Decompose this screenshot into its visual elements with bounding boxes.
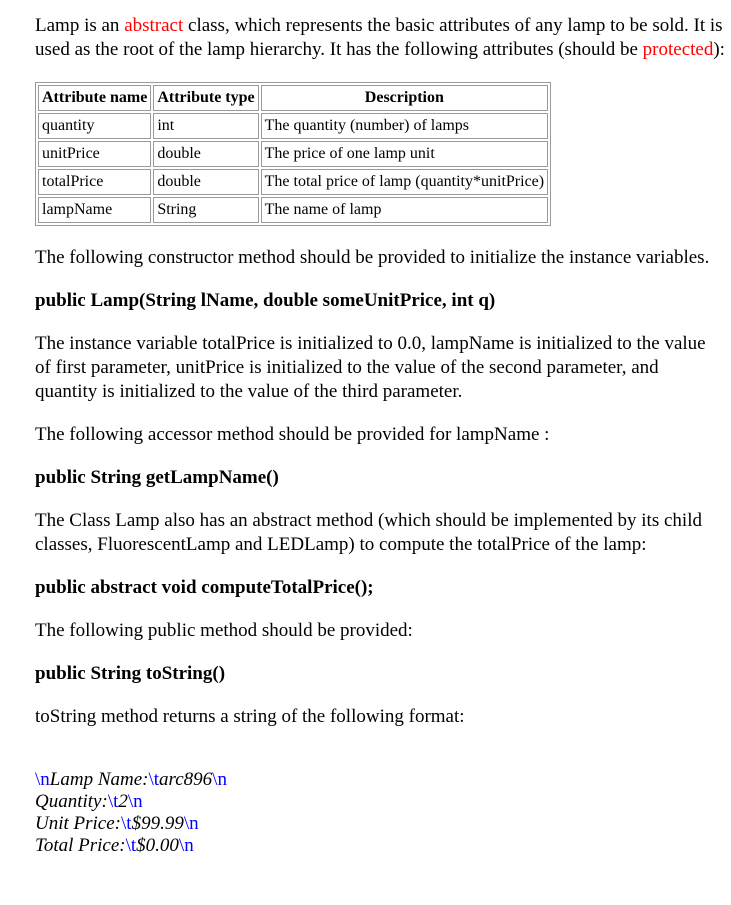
output-line-total-price xyxy=(35,835,725,857)
attributes-table xyxy=(35,82,551,226)
newline-escape: \n xyxy=(127,791,143,812)
protected-keyword: protected xyxy=(642,39,714,60)
output-label: Lamp Name: xyxy=(49,769,149,790)
tostring-output-example xyxy=(35,769,725,857)
tab-escape: \t xyxy=(107,791,119,812)
cell-type: double xyxy=(153,141,258,167)
intro-text-2: class, which represents the basic attributes of any lamp to be sold. It is used as the root of the lamp hierarchy. It has the following attributes (should be xyxy=(35,15,723,60)
header-attribute-type: Attribute type xyxy=(153,85,258,111)
output-value: $99.99 xyxy=(131,813,184,834)
cell-description: The quantity (number) of lamps xyxy=(261,113,548,139)
cell-type: int xyxy=(153,113,258,139)
output-line-unit-price xyxy=(35,813,725,835)
public-method-paragraph: The following public method should be provided: xyxy=(35,620,413,641)
constructor-paragraph: The following constructor method should be provided to initialize the instance variables. xyxy=(35,247,710,268)
cell-description: The name of lamp xyxy=(261,197,548,223)
output-line-lamp-name xyxy=(35,769,725,791)
cell-name: unitPrice xyxy=(38,141,151,167)
tab-escape: \t xyxy=(121,813,132,834)
tab-escape: \t xyxy=(148,769,160,790)
abstract-method-paragraph: The Class Lamp also has an abstract method (which should be implemented by its child classes, FluorescentLamp and LEDLamp) to compute the totalPrice of the lamp: xyxy=(35,510,702,555)
tostring-signature: public String toString() xyxy=(35,663,226,684)
cell-name: quantity xyxy=(38,113,151,139)
table-row xyxy=(38,113,548,139)
init-paragraph: The instance variable totalPrice is initialized to 0.0, lampName is initialized to the value of first parameter, unitPrice is initialized to the value of the second parameter, and quantity is initialized to the value of the third parameter. xyxy=(35,333,706,402)
table-header-row xyxy=(38,85,548,111)
output-label: Quantity: xyxy=(35,791,108,812)
abstract-keyword: abstract xyxy=(124,15,184,36)
newline-escape: \n xyxy=(178,835,194,856)
header-attribute-name: Attribute name xyxy=(38,85,151,111)
intro-text-3: ): xyxy=(713,39,725,60)
newline-escape: \n xyxy=(183,813,199,834)
intro-text-1: Lamp is an xyxy=(35,15,125,36)
abstract-method-signature: public abstract void computeTotalPrice(); xyxy=(35,577,374,598)
cell-type: String xyxy=(153,197,258,223)
accessor-signature: public String getLampName() xyxy=(35,467,279,488)
constructor-signature: public Lamp(String lName, double someUnitPrice, int q) xyxy=(35,290,496,311)
output-value: $0.00 xyxy=(136,835,179,856)
output-value: arc896 xyxy=(159,769,213,790)
cell-description: The price of one lamp unit xyxy=(261,141,548,167)
header-description: Description xyxy=(261,85,548,111)
format-paragraph: toString method returns a string of the following format: xyxy=(35,706,465,727)
cell-type: double xyxy=(153,169,258,195)
cell-name: lampName xyxy=(38,197,151,223)
output-label: Unit Price: xyxy=(35,813,122,834)
newline-escape: \n xyxy=(35,769,50,790)
intro-paragraph xyxy=(35,14,725,62)
tab-escape: \t xyxy=(125,835,137,856)
table-row xyxy=(38,141,548,167)
accessor-paragraph: The following accessor method should be provided for lampName : xyxy=(35,424,550,445)
table-row xyxy=(38,169,548,195)
document-page xyxy=(35,14,725,857)
newline-escape: \n xyxy=(212,769,227,790)
output-label: Total Price: xyxy=(35,835,126,856)
output-value: 2 xyxy=(118,791,128,812)
cell-name: totalPrice xyxy=(38,169,151,195)
table-row xyxy=(38,197,548,223)
output-line-quantity xyxy=(35,791,725,813)
cell-description: The total price of lamp (quantity*unitPrice) xyxy=(261,169,548,195)
